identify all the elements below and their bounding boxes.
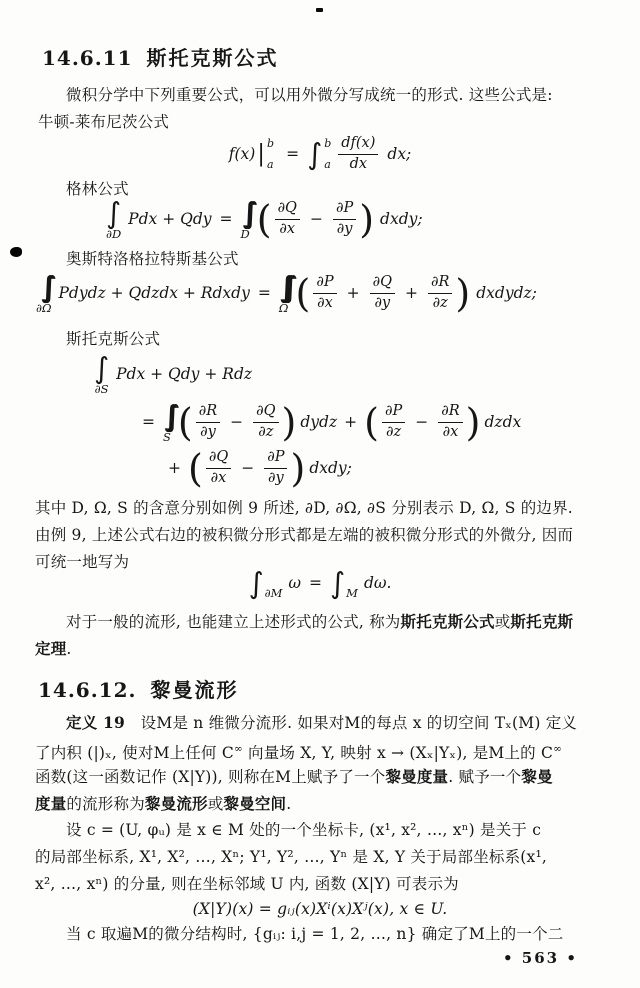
stokes-f6-den: ∂y: [268, 469, 284, 486]
green-minus: −: [309, 210, 323, 228]
stokes-equals: =: [142, 413, 155, 431]
newton-eval-upper: b: [267, 137, 275, 150]
stokes-frac-5: [206, 449, 231, 487]
newton-eval-lower: a: [267, 158, 274, 171]
remark-line-3: 可统一地写为: [35, 553, 130, 571]
green-f1-den: ∂x: [279, 220, 296, 237]
def19-text-3b: . 赋予一个: [448, 768, 522, 786]
ostrogradsky-label: 奥斯特洛格拉特斯基公式: [66, 250, 239, 268]
closing-period: .: [66, 640, 72, 658]
stokes-t3: dxdy;: [309, 459, 352, 477]
unified-domain-1: ∂M: [264, 586, 283, 600]
green-frac-2: [333, 200, 356, 238]
newton-frac-num: df(x): [338, 135, 378, 154]
ostro-boundary-integral: [36, 269, 52, 315]
stokes-minus-2: −: [415, 413, 429, 431]
newton-lhs: f(x): [228, 145, 256, 163]
closing-line-2: [35, 638, 72, 660]
stokes-f5-den: ∂x: [210, 469, 227, 486]
stokes-boundary-integral: [94, 350, 110, 396]
stokes-plus-1: +: [344, 413, 358, 431]
newton-leibniz-label: 牛顿-莱布尼茨公式: [38, 113, 170, 131]
left-paren: (: [295, 270, 311, 316]
green-label: 格林公式: [66, 180, 129, 198]
ostro-f2-den: ∂y: [374, 294, 391, 311]
stokes-f3-num: ∂P: [382, 403, 405, 422]
scan-artifact-top-dot: [316, 8, 323, 12]
green-f2-den: ∂y: [336, 220, 353, 237]
green-formula: [106, 194, 423, 244]
stokes-t1: dydz: [300, 413, 338, 431]
unified-stokes-formula: [0, 562, 640, 604]
stokes-iint-domain: S: [163, 429, 171, 444]
term-riemann-metric: 黎曼度量: [385, 767, 449, 786]
ostro-frac-1: [313, 274, 336, 312]
green-lhs: Pdx + Qdy: [128, 210, 212, 228]
term-metric-part: 度量: [35, 794, 67, 813]
green-tail: dxdy;: [380, 210, 423, 228]
integral-sign: ∫: [106, 195, 122, 230]
def19-line-2: [35, 739, 562, 764]
green-boundary-integral: [106, 195, 122, 241]
right-paren: ): [455, 270, 471, 316]
term-riemann-manifold: 黎曼流形: [144, 794, 208, 813]
ostro-frac-3: [428, 274, 452, 312]
stokes-f3-den: ∂z: [386, 423, 402, 440]
green-iint-domain: D: [240, 226, 250, 241]
unified-d-omega: dω.: [363, 574, 392, 592]
ostro-equals: =: [257, 284, 271, 302]
stokes-minus-3: −: [241, 459, 255, 477]
def19-text-2a: 了内积 (|)ₓ, 使对M上任何 C: [35, 744, 234, 763]
stokes-lhs: Pdx + Qdy + Rdz: [116, 365, 253, 383]
stokes-f2-num: ∂Q: [253, 403, 278, 422]
term-riemann-space: 黎曼空间: [223, 794, 287, 813]
closing-term-stokes: 斯托克斯: [510, 612, 574, 631]
remark-line-1: 其中 D, Ω, S 的含意分别如例 9 所述, ∂D, ∂Ω, ∂S 分别表示 D, Ω, S 的边界.: [35, 499, 573, 517]
ostro-f3-num: ∂R: [428, 274, 452, 293]
ostro-lhs: Pdydz + Qdzdx + Rdxdy: [58, 284, 250, 302]
def19-text-4a: 的流形称为: [66, 795, 145, 813]
integral-sign: ∫: [330, 565, 346, 600]
stokes-minus-1: −: [230, 413, 244, 431]
green-f2-num: ∂P: [333, 200, 356, 219]
def19-label: 定义 19: [66, 713, 125, 732]
green-f1-num: ∂Q: [275, 200, 300, 219]
section-title-riemann: 黎曼流形: [150, 678, 239, 702]
stokes-frac-2: [253, 403, 278, 441]
c-infinity-sup: ∞: [233, 743, 243, 755]
newton-fraction: [338, 135, 378, 173]
left-paren: (: [364, 399, 379, 445]
stokes-f6-num: ∂P: [264, 449, 287, 468]
right-paren: ): [281, 399, 297, 445]
newton-tail: dx;: [387, 145, 412, 163]
stokes-f1-den: ∂y: [200, 423, 216, 440]
stokes-frac-4: [438, 403, 462, 441]
section-number-14-6-11: 14.6.11: [42, 46, 133, 70]
green-frac-1: [275, 200, 300, 238]
stokes-frac-1: [196, 403, 220, 441]
coord-line-3: x², …, xⁿ) 的分量, 则在坐标邻域 U 内, 函数 (X|Y) 可表示为: [35, 875, 459, 893]
stokes-f2-den: ∂z: [258, 423, 274, 440]
def19-text-2b: 向量场 X, Y, 映射 x → (Xₓ|Yₓ), 是M上的 C: [242, 744, 554, 763]
page-number: • 563 •: [503, 949, 578, 967]
newton-equals: =: [286, 145, 300, 163]
integral-sign: ∫: [248, 565, 264, 600]
ostro-iiint-domain: Ω: [278, 300, 289, 315]
ostro-f3-den: ∂z: [432, 294, 448, 311]
newton-frac-den: dx: [349, 155, 368, 172]
triple-integral-sign: ∫∫∫: [278, 269, 286, 304]
closing-text: 对于一般的流形, 也能建立上述形式的公式, 称为: [66, 613, 401, 631]
stokes-f1-num: ∂R: [196, 403, 220, 422]
section-title-stokes: 斯托克斯公式: [146, 46, 279, 70]
def19-line-1: [66, 712, 577, 734]
coord-line-4: 当 c 取遍M的微分结构时, {gᵢⱼ: i,j = 1, 2, …, n} 确定了M上的一个二: [66, 925, 564, 943]
stokes-int-domain: ∂S: [94, 381, 109, 396]
stokes-plus-2: +: [168, 459, 181, 477]
def19-text-4b: 或: [207, 795, 224, 813]
right-paren: ): [359, 196, 375, 242]
ostrogradsky-formula: [36, 267, 537, 319]
ostro-iint-domain: ∂Ω: [36, 300, 52, 315]
newton-int-upper: b: [324, 137, 332, 150]
integral-sign: ∫: [94, 350, 110, 385]
double-integral-sign: ∫∫: [163, 398, 168, 433]
double-integral-sign: ∫∫: [241, 195, 246, 230]
stokes-frac-6: [264, 449, 287, 487]
stokes-f4-den: ∂x: [442, 423, 459, 440]
unified-equals: =: [309, 574, 323, 592]
right-paren: ): [465, 399, 481, 445]
unified-omega: ω: [288, 574, 302, 592]
closing-or: 或: [494, 613, 511, 631]
def19-line-3: [35, 766, 553, 788]
stokes-label: 斯托克斯公式: [66, 330, 161, 348]
stokes-t2: dzdx: [484, 413, 522, 431]
newton-int-limits: [324, 138, 331, 170]
green-int-domain: ∂D: [106, 226, 122, 241]
newton-eval-limits: [267, 138, 274, 170]
def19-period: .: [286, 795, 292, 813]
green-double-integral: [240, 195, 250, 241]
ostro-f2-num: ∂Q: [370, 274, 395, 293]
double-integral-sign: ∫∫: [39, 269, 45, 304]
ostro-frac-2: [370, 274, 395, 312]
stokes-formula-line-1: [94, 349, 252, 399]
ostro-triple-integral: [278, 269, 289, 315]
left-paren: (: [188, 445, 203, 491]
left-paren: (: [256, 196, 272, 242]
ostro-f1-num: ∂P: [313, 274, 336, 293]
c-infinity-sup: ∞: [553, 743, 563, 755]
remark-line-2: 由例 9, 上述公式右边的被积微分形式都是左端的被积微分形式的外微分, 因而: [35, 526, 574, 544]
closing-term-theorem: 定理: [35, 639, 67, 658]
section-number-14-6-12: 14.6.12.: [38, 678, 137, 702]
closing-line-1: [66, 611, 573, 633]
left-paren: (: [177, 399, 193, 445]
intro-line: 微积分学中下列重要公式，可以用外微分写成统一的形式. 这些公式是:: [66, 86, 553, 104]
green-equals: =: [219, 210, 233, 228]
ostro-plus-2: +: [404, 284, 418, 302]
coord-line-1: 设 c = (U, φᵤ) 是 x ∈ M 处的一个坐标卡, (x¹, x², …, xⁿ) 是关于 c: [66, 821, 542, 839]
term-riemann-part: 黎曼: [521, 767, 553, 786]
integral-sign: ∫: [307, 136, 323, 171]
section-heading-14-6-11: [42, 42, 279, 71]
scan-artifact-margin-blob: [10, 247, 22, 257]
stokes-surface-integral: [163, 398, 171, 444]
right-paren: ): [290, 445, 306, 491]
stokes-f4-num: ∂R: [438, 403, 462, 422]
closing-term-stokes-formula: 斯托克斯公式: [400, 612, 495, 631]
ostro-tail: dxdydz;: [476, 284, 537, 302]
ostro-f1-den: ∂x: [317, 294, 333, 311]
def19-text-3a: 函数(这一函数记作 (X|Y)), 则称在M上赋予了一个: [35, 768, 386, 786]
newton-leibniz-formula: [0, 131, 640, 177]
stokes-formula-line-3: [168, 443, 352, 493]
section-heading-14-6-12: [38, 674, 238, 703]
stokes-frac-3: [382, 403, 405, 441]
def19-text-1: 设M是 n 维微分流形. 如果对M的每点 x 的切空间 Tₓ(M) 定义: [124, 714, 578, 732]
newton-int-lower: a: [324, 158, 331, 171]
stokes-f5-num: ∂Q: [206, 449, 231, 468]
unified-domain-2: M: [346, 586, 358, 600]
coord-line-2: 的局部坐标系, X¹, X², …, Xⁿ; Y¹, Y², …, Yⁿ 是 X, Y 关于局部坐标系(x¹,: [35, 848, 548, 866]
metric-component-formula: (X|Y)(x) = gᵢⱼ(x)Xⁱ(x)Xʲ(x), x ∈ U.: [192, 900, 448, 918]
newton-eval-bar: |: [257, 140, 266, 167]
ostro-plus-1: +: [346, 284, 360, 302]
stokes-formula-line-2: [142, 397, 521, 447]
def19-line-4: [35, 793, 291, 815]
